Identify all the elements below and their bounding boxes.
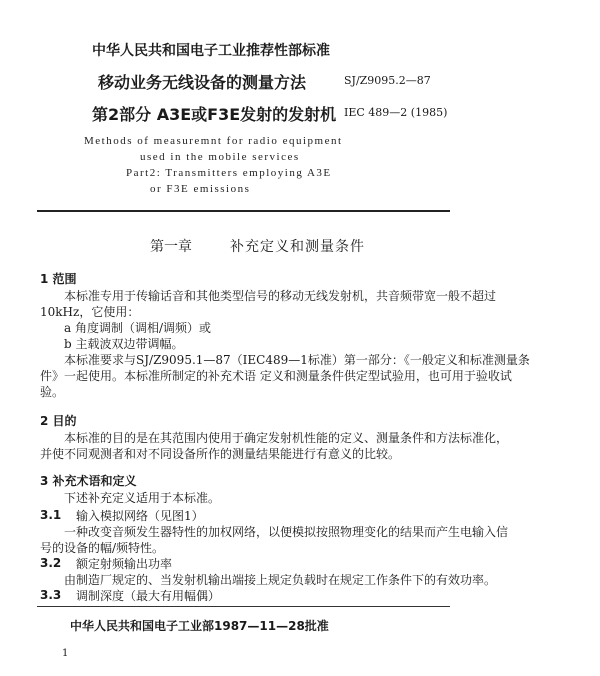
section-1-heading: 1 范围: [40, 272, 77, 286]
section-3-2-title: 额定射频输出功率: [76, 557, 173, 571]
section-3-1-number: 3.1: [40, 508, 62, 522]
section-1-item-a: a 角度调制（调相/调频）或: [64, 321, 212, 335]
approval-line: 中华人民共和国电子工业部1987—11—28批准: [70, 619, 329, 633]
section-3-3-number: 3.3: [40, 588, 62, 602]
section-2-para: 本标准的目的是在其范围内使用于确定发射机性能的定义、测量条件和方法标准化，: [64, 431, 509, 445]
section-1-para-1-cont: 10kHz，它使用：: [40, 305, 140, 319]
section-1-para-2: 本标准要求与SJ/Z9095.1—87（IEC489—1标准）第一部分：《一般定义和标准测量条: [64, 353, 530, 367]
chapter-title: 补充定义和测量条件: [230, 239, 365, 255]
document-title: 移动业务无线设备的测量方法: [98, 73, 307, 92]
section-1-para-2-end: 验。: [40, 385, 65, 399]
section-3-3-title: 调制深度（最大有用幅偶）: [76, 589, 221, 603]
page-number: 1: [62, 648, 69, 659]
section-3-2-para: 由制造厂规定的、当发射机输出端接上规定负载时在规定工作条件下的有效功率。: [64, 573, 497, 587]
iec-reference: IEC 489—2 (1985): [344, 106, 448, 119]
header-divider: [37, 210, 450, 212]
section-3-1-para: 一种改变音频发生器特性的加权网络，以便模拟按照物理变化的结果而产生电输入信: [64, 525, 509, 539]
document-subtitle: 第2部分 A3E或F3E发射的发射机: [92, 105, 337, 124]
section-3-1-para-cont: 号的设备的幅/频特性。: [40, 541, 165, 555]
english-title-line-1: Methods of measuremnt for radio equipment: [84, 135, 343, 147]
section-1-item-b: b 主载波双边带调幅。: [64, 337, 184, 351]
english-title-line-2: used in the mobile services: [140, 151, 300, 163]
section-1-para-1: 本标准专用于传输话音和其他类型信号的移动无线发射机，共音频带宽一般不超过: [64, 289, 497, 303]
footer-divider: [37, 606, 450, 607]
section-1-para-2-cont: 件》一起使用。本标准所制定的补充术语 定义和测量条件供定型试验用，也可用于验收试: [40, 369, 512, 383]
issuing-organization: 中华人民共和国电子工业推荐性部标准: [92, 43, 330, 59]
section-3-2-number: 3.2: [40, 556, 62, 570]
section-2-para-cont: 并使不同观测者和对不同设备所作的测量结果能进行有意义的比较。: [40, 447, 401, 461]
english-title-line-3: Part2: Transmitters employing A3E: [126, 167, 332, 179]
section-2-heading: 2 目的: [40, 414, 77, 428]
section-3-heading: 3 补充术语和定义: [40, 474, 137, 488]
english-title-line-4: or F3E emissions: [150, 183, 251, 195]
standard-code: SJ/Z9095.2—87: [344, 74, 431, 87]
section-3-1-title: 输入模拟网络（见图1）: [76, 509, 204, 523]
section-3-intro: 下述补充定义适用于本标准。: [64, 491, 221, 505]
chapter-number: 第一章: [150, 239, 192, 255]
